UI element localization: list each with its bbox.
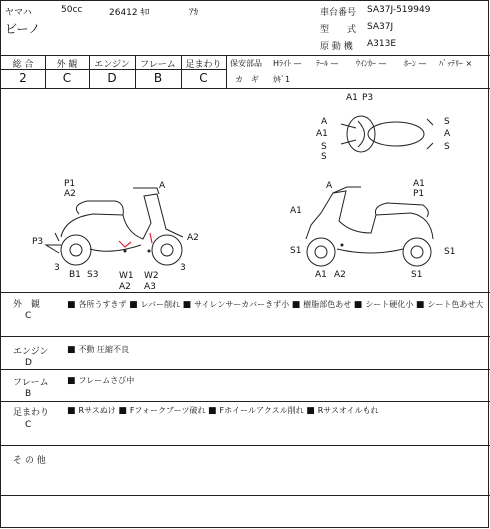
engine-type-label: 原 動 機 [320, 42, 353, 52]
remark-label-exterior: 外 観 [13, 300, 41, 310]
remark-grade-exterior: C [25, 311, 32, 321]
diagram-label: 3 [54, 263, 60, 273]
equipment-winker: ｳｲﾝｶｰ — [356, 59, 387, 68]
equipment-title: 保安部品 [230, 59, 262, 68]
remark-item: ■ 各所うすきず [67, 300, 127, 309]
diagram-label: A [321, 117, 328, 127]
remark-label-suspension: 足まわり [13, 408, 50, 418]
diagram-label: A2 [334, 270, 346, 280]
mileage: 26412 ｷﾛ [109, 8, 150, 18]
diagram-label: A1 [290, 206, 302, 216]
key-label: カ ギ [235, 75, 259, 84]
diagram-label: W2 [144, 271, 159, 281]
scooter-damage-diagram [1, 1, 490, 529]
remark-items-engine [67, 344, 129, 355]
remark-item: ■ Rサスオイルもれ [306, 406, 378, 415]
grade-frame: B [153, 71, 163, 85]
remark-grade-engine: D [25, 358, 32, 368]
key-value: ｶｷﾞ1 [273, 75, 291, 84]
equipment-horn: ﾎｰﾝ — [404, 59, 427, 68]
divider [1, 336, 490, 337]
diagram-label: A1 [315, 270, 327, 280]
displacement: 50cc [61, 5, 83, 15]
model-type-label: 型 式 [320, 25, 357, 35]
remark-label-frame: フレーム [13, 378, 49, 388]
divider [1, 445, 490, 446]
scooter-top-view [341, 116, 433, 152]
diagram-label: P3 [32, 237, 44, 247]
diagram-label: S [444, 142, 450, 152]
remark-items-frame [67, 375, 134, 386]
equipment-taillight: ﾃｰﾙ — [316, 59, 339, 68]
divider [1, 401, 490, 402]
frame-number-label: 車台番号 [320, 8, 357, 18]
remark-item: ■ 不動 圧縮不良 [67, 345, 129, 354]
grade-header-frame: フレーム [140, 60, 176, 70]
diagram-label: A2 [119, 282, 131, 292]
grade-engine: D [107, 71, 117, 85]
diagram-label: A1 [346, 93, 358, 103]
diagram-label: B1 [69, 270, 81, 280]
diagram-label: A1 [316, 129, 328, 139]
diagram-label: S1 [290, 246, 302, 256]
diagram-label: S [321, 152, 327, 162]
divider [1, 495, 490, 496]
remark-label-engine: エンジン [13, 347, 49, 357]
diagram-label: S1 [411, 270, 423, 280]
remark-item: ■ Rサスぬけ [67, 406, 116, 415]
diagram-label: S3 [87, 270, 99, 280]
diagram-label: P1 [413, 189, 425, 199]
diagram-label: S [444, 117, 450, 127]
grade-total: 2 [19, 71, 27, 85]
grade-suspension: C [199, 71, 208, 85]
remark-label-other: そ の 他 [13, 456, 46, 466]
model-type: SA37J [367, 22, 394, 32]
diagram-label: A [326, 181, 333, 191]
remark-items-suspension [67, 405, 379, 416]
equipment-battery: ﾊﾞｯﾃﾘｰ × [439, 59, 473, 68]
diagram-label: S1 [444, 247, 456, 257]
divider [1, 292, 490, 293]
grade-header-engine: エンジン [94, 60, 130, 70]
diagram-label: P3 [362, 93, 374, 103]
scooter-left-view [46, 188, 183, 265]
remark-items-exterior [67, 297, 485, 313]
diagram-label: A2 [64, 189, 76, 199]
maker: ヤマハ [5, 8, 32, 18]
model-name: ビーノ [5, 22, 41, 36]
engine-type: A313E [367, 39, 397, 49]
remark-item: ■ Fホイールアクスル削れ [208, 406, 304, 415]
damage-dots [341, 244, 344, 247]
grade-exterior: C [62, 71, 72, 85]
diagram-label: W1 [119, 271, 134, 281]
remark-item: ■ シート硬化小 [354, 300, 414, 309]
diagram-label: 3 [180, 263, 186, 273]
grade-header-suspension: 足まわり [185, 60, 222, 70]
grade-header-exterior: 外 観 [56, 60, 78, 70]
color: ｱｶ [189, 8, 199, 18]
remark-item: ■ シート色あせ大 [416, 300, 484, 309]
frame-number: SA37J-519949 [367, 5, 431, 15]
diagram-label: S [321, 142, 327, 152]
remark-grade-frame: B [25, 389, 32, 399]
diagram-label: A2 [187, 233, 199, 243]
diagram-label: A [159, 181, 166, 191]
diagram-label: A3 [144, 282, 156, 292]
equipment-headlight: Hﾗｲﾄ — [273, 59, 302, 68]
remark-item: ■ 樹脂部色あせ [292, 300, 352, 309]
grade-header-total: 総 合 [12, 60, 34, 70]
diagram-label: A [444, 129, 451, 139]
remark-grade-suspension: C [25, 420, 32, 430]
diagram-label: A1 [413, 179, 425, 189]
remark-item: ■ サイレンサーカバーきず小 [183, 300, 290, 309]
divider [1, 369, 490, 370]
remark-item: ■ Fフォークブーツ破れ [118, 406, 205, 415]
remark-item: ■ フレームさび中 [67, 376, 134, 385]
remark-item: ■ レバー削れ [129, 300, 180, 309]
diagram-label: P1 [64, 179, 76, 189]
damage-dots [124, 250, 151, 253]
